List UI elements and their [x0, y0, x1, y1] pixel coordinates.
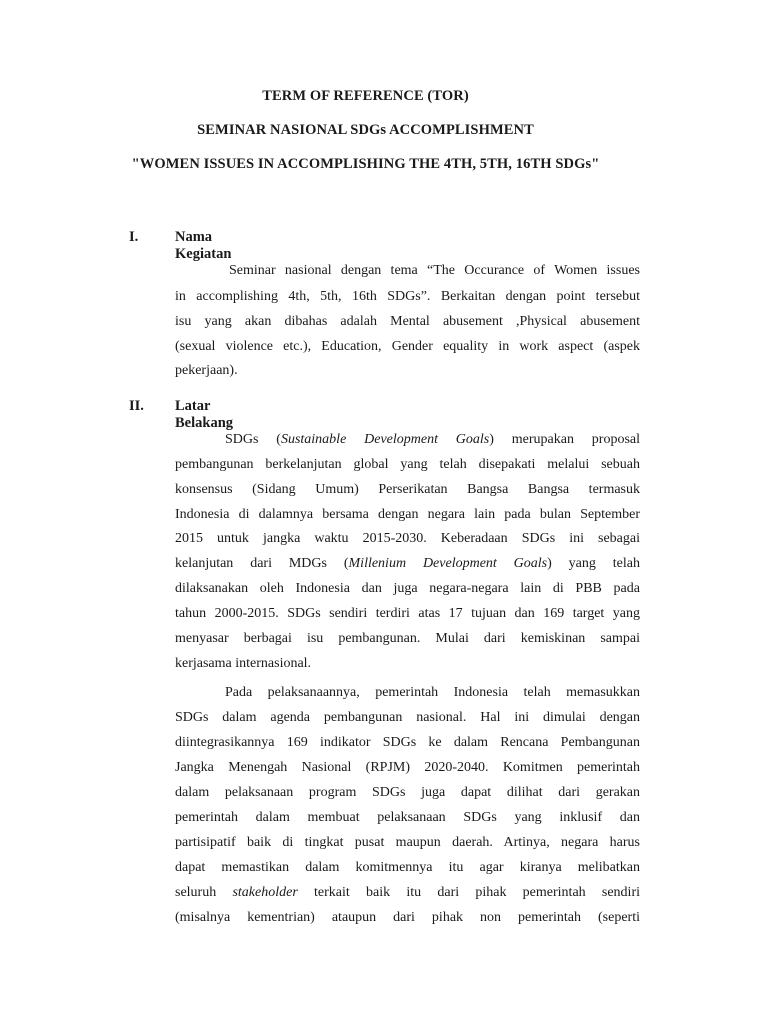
- document-subtitle: SEMINAR NASIONAL SDGs ACCOMPLISHMENT: [197, 122, 534, 138]
- paragraph-line: kerjasama internasional.: [175, 656, 312, 671]
- paragraph-line: Jangka Menengah Nasional (RPJM) 2020-2040. Komitmen pemerintah: [175, 760, 640, 775]
- paragraph-line: pembangunan berkelanjutan global yang telah disepakati melalui sebuah: [175, 457, 640, 472]
- paragraph-line: partisipatif baik di tingkat pusat maupun daerah. Artinya, negara harus: [175, 835, 640, 850]
- paragraph-line: dapat memastikan dalam komitmennya itu agar kiranya melibatkan: [175, 860, 640, 875]
- paragraph-line: dalam pelaksanaan program SDGs juga dapat dilihat dari gerakan: [175, 785, 640, 800]
- paragraph-line: in accomplishing 4th, 5th, 16th SDGs”. Berkaitan dengan point tersebut: [175, 289, 640, 304]
- paragraph-line: (misalnya kementrian) ataupun dari pihak non pemerintah (seperti: [175, 910, 640, 925]
- paragraph-line: menyasar berbagai isu pembangunan. Mulai dari kemiskinan sampai: [175, 631, 640, 646]
- paragraph-line: SDGs dalam agenda pembangunan nasional. Hal ini dimulai dengan: [175, 710, 640, 725]
- paragraph-line: (sexual violence etc.), Education, Gender equality in work aspect (aspek: [175, 339, 640, 354]
- document-theme: "WOMEN ISSUES IN ACCOMPLISHING THE 4TH, 5TH, 16TH SDGs": [131, 156, 600, 172]
- paragraph-line: Seminar nasional dengan tema “The Occurance of Women issues: [229, 263, 640, 278]
- paragraph-line: Pada pelaksanaannya, pemerintah Indonesia telah memasukkan: [225, 685, 640, 700]
- paragraph-line: 2015 untuk jangka waktu 2015-2030. Keberadaan SDGs ini sebagai: [175, 531, 640, 546]
- paragraph-line: seluruh stakeholder terkait baik itu dari pihak pemerintah sendiri: [175, 885, 640, 900]
- section-title: Latar Belakang: [175, 398, 234, 431]
- paragraph-line: Indonesia di dalamnya bersama dengan negara lain pada bulan September: [175, 507, 640, 522]
- paragraph-line: dilaksanakan oleh Indonesia dan juga negara-negara lain di PBB pada: [175, 581, 640, 596]
- paragraph-line: konsensus (Sidang Umum) Perserikatan Bangsa Bangsa termasuk: [175, 482, 640, 497]
- section-number: II.: [129, 398, 144, 414]
- paragraph-line: kelanjutan dari MDGs (Millenium Development Goals) yang telah: [175, 556, 640, 571]
- paragraph-line: SDGs (Sustainable Development Goals) merupakan proposal: [225, 432, 640, 447]
- paragraph-line: diintegrasikannya 169 indikator SDGs ke dalam Rencana Pembangunan: [175, 735, 640, 750]
- section-title: Nama Kegiatan: [175, 229, 232, 262]
- paragraph-line: isu yang akan dibahas adalah Mental abusement ,Physical abusement: [175, 314, 640, 329]
- paragraph-line: tahun 2000-2015. SDGs sendiri terdiri atas 17 tujuan dan 169 target yang: [175, 606, 640, 621]
- paragraph-line: pekerjaan).: [175, 363, 238, 378]
- document-title: TERM OF REFERENCE (TOR): [262, 88, 469, 104]
- section-number: I.: [129, 229, 139, 245]
- paragraph-line: pemerintah dalam membuat pelaksanaan SDGs yang inklusif dan: [175, 810, 640, 825]
